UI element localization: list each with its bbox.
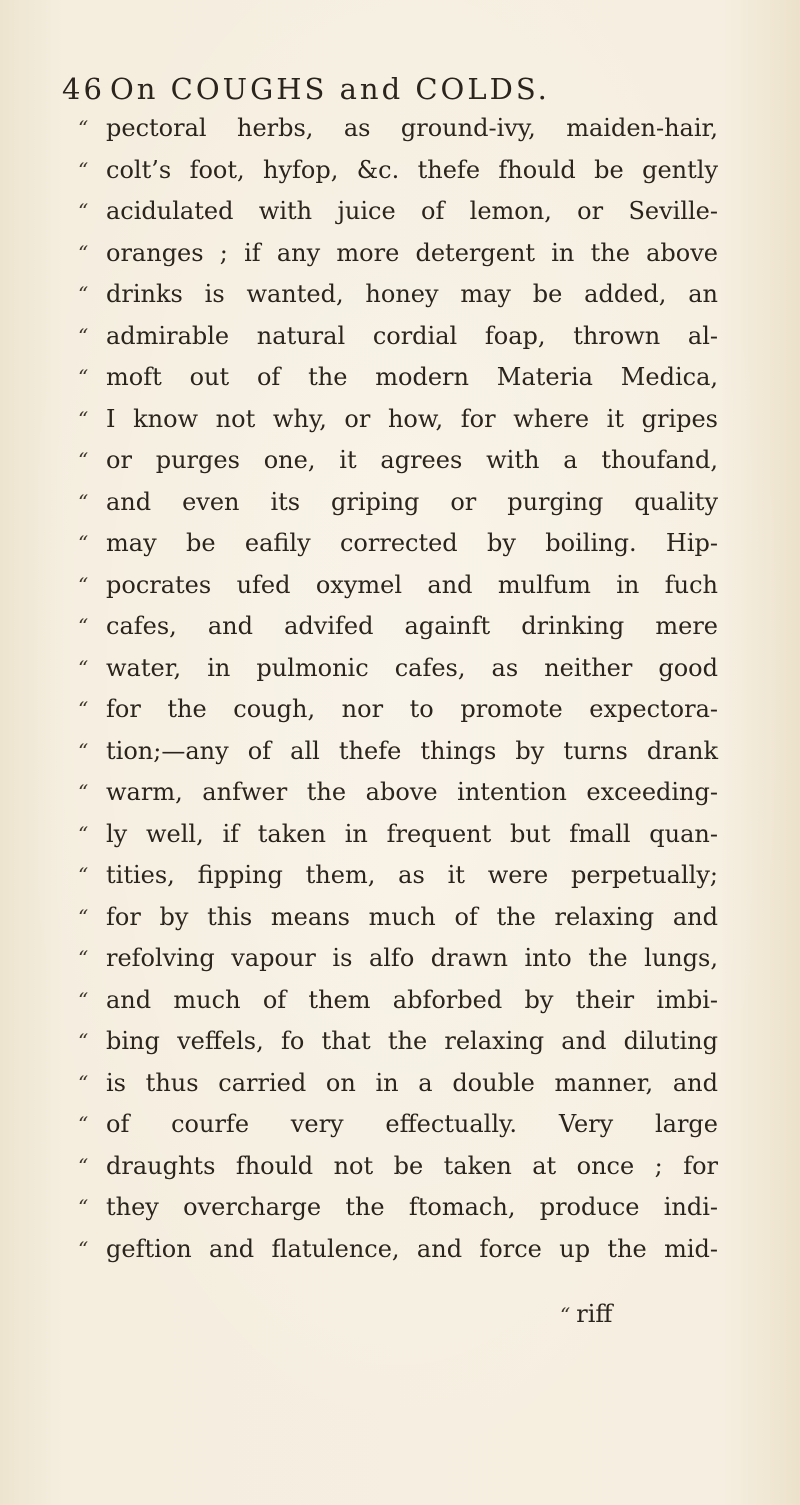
text-line xyxy=(78,440,718,482)
text-line-content: for by this means much of the relaxing and xyxy=(106,902,718,931)
quote-mark: “ xyxy=(560,1303,571,1327)
quote-mark: “ xyxy=(78,1236,89,1261)
quote-mark: “ xyxy=(78,365,89,389)
quote-mark: “ xyxy=(78,1029,89,1053)
quote-mark: “ xyxy=(78,780,89,804)
text-line-content: bing veffels, fo that the relaxing and diluting xyxy=(106,1027,718,1055)
text-line xyxy=(78,1021,718,1063)
text-line-content: of courfe very effectually. Very large xyxy=(106,1110,718,1138)
catchword-text: riff xyxy=(576,1300,613,1328)
text-line-content: draughts fhould not be taken at once ; for xyxy=(106,1151,718,1180)
text-line-content: I know not why, or how, for where it gripes xyxy=(106,404,718,433)
quote-mark: “ xyxy=(78,987,89,1012)
quote-mark: “ xyxy=(78,489,89,514)
quote-mark: “ xyxy=(78,240,89,265)
quote-mark: “ xyxy=(78,1153,89,1178)
quote-mark: “ xyxy=(78,655,89,680)
text-line xyxy=(78,938,718,980)
text-line-content: warm, anfwer the above intention exceeding- xyxy=(106,778,718,806)
text-line xyxy=(78,399,718,441)
text-line-content: ly well, if taken in frequent but fmall quan- xyxy=(106,819,718,848)
quote-mark: “ xyxy=(78,282,89,306)
text-line xyxy=(78,150,718,192)
text-line-content: cafes, and advifed againft drinking mere xyxy=(106,612,718,640)
text-line xyxy=(78,316,718,358)
text-line xyxy=(78,731,718,773)
text-line-content: for the cough, nor to promote expectora- xyxy=(106,695,718,723)
page-number: 46 xyxy=(62,72,105,106)
quote-mark: “ xyxy=(78,946,89,970)
quote-mark: “ xyxy=(78,406,89,431)
catchword xyxy=(560,1300,612,1328)
text-line xyxy=(78,1187,718,1229)
text-line xyxy=(78,648,718,690)
text-line-content: oranges ; if any more detergent in the above xyxy=(106,238,718,267)
text-line-content: and much of them abforbed by their imbi- xyxy=(106,985,718,1014)
text-line-content: and even its griping or purging quality xyxy=(106,487,718,516)
text-line xyxy=(78,191,718,233)
quote-mark: “ xyxy=(78,1195,89,1219)
text-line xyxy=(78,1063,718,1105)
text-line xyxy=(78,1229,718,1271)
quote-mark: “ xyxy=(78,448,89,472)
text-line xyxy=(78,855,718,897)
text-line xyxy=(78,980,718,1022)
quote-mark: “ xyxy=(78,821,89,846)
text-line-content: tities, fipping them, as it were perpetually; xyxy=(106,861,718,889)
text-line xyxy=(78,108,718,150)
quote-mark: “ xyxy=(78,199,89,223)
text-line-content: drinks is wanted, honey may be added, an xyxy=(106,280,718,308)
quote-mark: “ xyxy=(78,863,89,887)
text-line xyxy=(78,1146,718,1188)
quote-mark: “ xyxy=(78,116,89,140)
quote-mark: “ xyxy=(78,1112,89,1136)
quote-mark: “ xyxy=(78,904,89,929)
quote-mark: “ xyxy=(78,697,89,721)
text-line xyxy=(78,606,718,648)
text-line xyxy=(78,565,718,607)
text-line-content: they overcharge the ftomach, produce indi- xyxy=(106,1193,718,1221)
quote-mark: “ xyxy=(78,614,89,638)
text-line-content: tion;—any of all thefe things by turns drank xyxy=(106,736,718,765)
quote-mark: “ xyxy=(78,531,89,555)
page-header xyxy=(62,72,732,112)
text-line xyxy=(78,1104,718,1146)
text-line xyxy=(78,274,718,316)
quote-mark: “ xyxy=(78,1070,89,1095)
text-line-content: refolving vapour is alfo drawn into the lungs, xyxy=(106,944,718,972)
text-line-content: or purges one, it agrees with a thoufand, xyxy=(106,446,718,474)
text-line-content: water, in pulmonic cafes, as neither good xyxy=(106,653,718,682)
quote-mark: “ xyxy=(78,738,89,763)
text-line-content: is thus carried on in a double manner, and xyxy=(106,1068,718,1097)
text-line-content: moft out of the modern Materia Medica, xyxy=(106,363,718,391)
text-line xyxy=(78,772,718,814)
text-line xyxy=(78,523,718,565)
text-line-content: admirable natural cordial foap, thrown al- xyxy=(106,321,718,350)
text-line-content: acidulated with juice of lemon, or Seville- xyxy=(106,197,718,225)
text-line xyxy=(78,233,718,275)
text-line-content: pocrates ufed oxymel and mulfum in fuch xyxy=(106,570,718,599)
text-line-content: geftion and flatulence, and force up the mid- xyxy=(106,1234,718,1263)
running-title: On COUGHS and COLDS. xyxy=(110,72,550,106)
text-line xyxy=(78,482,718,524)
text-line xyxy=(78,897,718,939)
text-line xyxy=(78,689,718,731)
text-line-content: colt’s foot, hyfop, &c. thefe fhould be gently xyxy=(106,155,718,184)
text-line xyxy=(78,814,718,856)
quote-mark: “ xyxy=(78,157,89,182)
body-text xyxy=(78,108,718,1270)
quote-mark: “ xyxy=(78,572,89,597)
quote-mark: “ xyxy=(78,323,89,348)
text-line xyxy=(78,357,718,399)
text-line-content: pectoral herbs, as ground-ivy, maiden-hair, xyxy=(106,114,718,142)
text-line-content: may be eafily corrected by boiling. Hip- xyxy=(106,529,718,557)
